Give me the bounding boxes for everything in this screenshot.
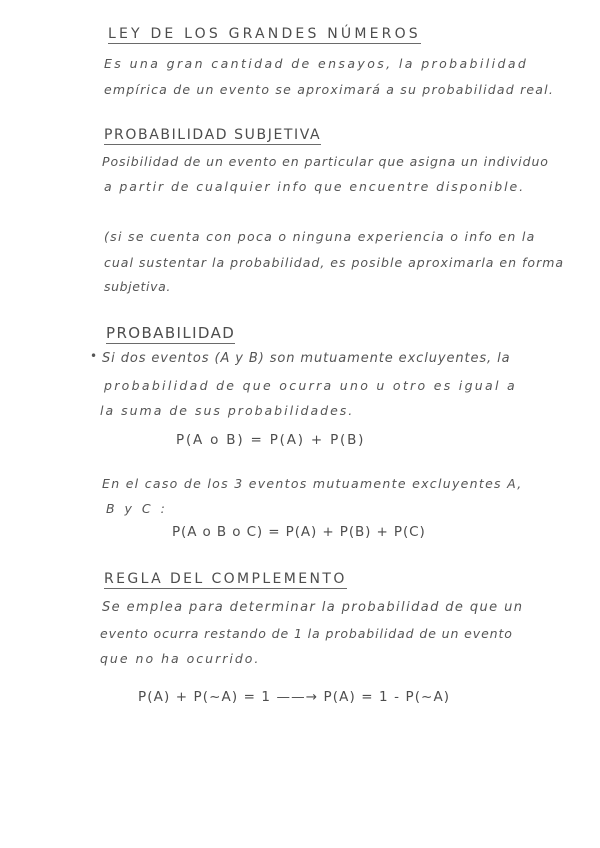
title-text: LEY DE LOS GRANDES NÚMEROS <box>108 26 421 42</box>
text-line: Posibilidad de un evento en particular que asigna un individuo <box>102 154 549 169</box>
section-title-ley-grandes-numeros <box>108 26 421 42</box>
title-text: PROBABILIDAD SUBJETIVA <box>104 127 322 143</box>
text-line: Es una gran cantidad de ensayos, la probabilidad <box>104 56 529 71</box>
text-line: En el caso de los 3 eventos mutuamente excluyentes A, <box>102 476 523 491</box>
formula-suma-dos-eventos: P(A o B) = P(A) + P(B) <box>176 432 366 448</box>
text-line: probabilidad de que ocurra uno u otro es igual a <box>104 378 517 393</box>
text-line: B y C : <box>106 501 168 516</box>
text-line: cual sustentar la probabilidad, es posible aproximarla en forma <box>104 255 565 270</box>
section-title-probabilidad-subjetiva <box>104 127 321 143</box>
text-line: Si dos eventos (A y B) son mutuamente excluyentes, la <box>102 351 511 366</box>
text-line: que no ha ocurrido. <box>100 651 261 666</box>
formula-suma-tres-eventos: P(A o B o C) = P(A) + P(B) + P(C) <box>172 524 426 540</box>
text-line: Se emplea para determinar la probabilidad de que un <box>102 600 524 615</box>
title-text: PROBABILIDAD <box>106 324 236 342</box>
text-line: subjetiva. <box>104 279 171 294</box>
section-title-regla-complemento <box>104 571 347 587</box>
text-line: la suma de sus probabilidades. <box>100 403 355 418</box>
text-line: (si se cuenta con poca o ninguna experiencia o info en la <box>104 229 536 244</box>
title-text: REGLA DEL COMPLEMENTO <box>104 571 347 587</box>
text-line: empírica de un evento se aproximará a su probabilidad real. <box>104 82 555 97</box>
text-line: evento ocurra restando de 1 la probabilidad de un evento <box>100 626 513 641</box>
bullet-point: • <box>90 349 98 363</box>
section-title-probabilidad <box>106 324 235 342</box>
formula-complemento: P(A) + P(~A) = 1 ——→ P(A) = 1 - P(~A) <box>138 689 451 705</box>
text-line: a partir de cualquier info que encuentre disponible. <box>104 179 525 194</box>
